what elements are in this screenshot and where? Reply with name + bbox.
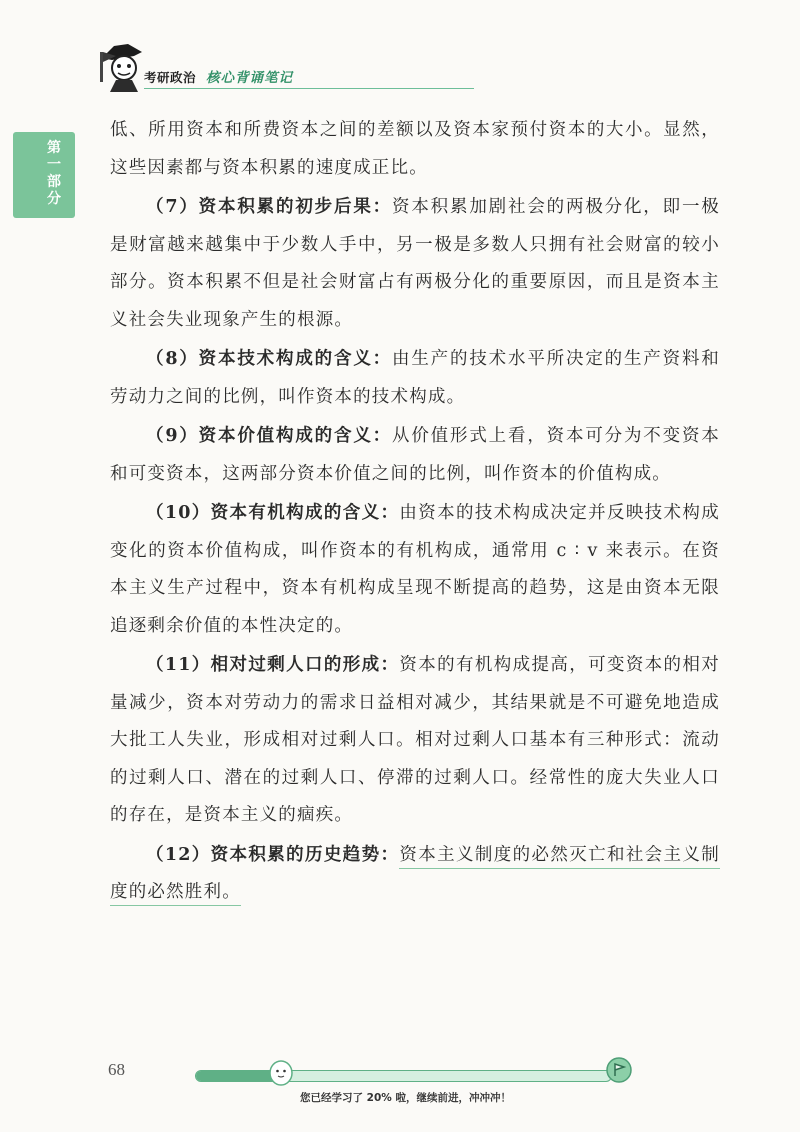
item-title: 资本积累的初步后果： <box>198 197 392 217</box>
paragraph-continued: 低、所用资本和所费资本之间的差额以及资本家预付资本的大小。显然，这些因素都与资本积累的速度成正比。 <box>110 120 720 178</box>
item-number: （12） <box>146 844 211 865</box>
item-number: （8） <box>146 349 199 369</box>
item-body-underlined: 资本主义制度的必然灭亡和社会主义制度的必然胜利。 <box>110 845 720 907</box>
item-body: 资本积累加剧社会的两极分化，即一极是财富越来越集中于少数人手中，另一极是多数人只拥有社会财富的较小部分。资本积累不但是社会财富占有两极分化的重要原因，而且是资本主义社会失业现象产生的根源。 <box>110 197 721 330</box>
item-title: 资本技术构成的含义： <box>198 349 392 369</box>
item-12 <box>110 837 720 912</box>
item-body: 资本的有机构成提高，可变资本的相对量减少，资本对劳动力的需求日益相对减少，其结果就是不可避免地造成大批工人失业，形成相对过剩人口。相对过剩人口基本有三种形式：流动的过剩人口、潜在的过剩人口、停滞的过剩人口。经常性的庞大失业人口的存在，是资本主义的痼疾。 <box>110 655 720 825</box>
header-rule <box>144 88 474 89</box>
progress-mascot-icon <box>268 1058 294 1086</box>
item-body: 由生产的技术水平所决定的生产资料和劳动力之间的比例，叫作资本的技术构成。 <box>110 349 721 407</box>
mascot-icon <box>98 38 146 94</box>
progress-message: 您已经学习了 20% 啦，继续前进，冲冲冲！ <box>300 1092 511 1104</box>
item-title: 资本有机构成的含义： <box>210 503 400 523</box>
page-number: 68 <box>108 1060 125 1079</box>
book-subtitle: 核心背诵笔记 <box>206 70 293 86</box>
item-8 <box>110 341 720 416</box>
item-title: 相对过剩人口的形成： <box>210 655 400 675</box>
item-9 <box>110 418 720 493</box>
part-side-tab <box>13 132 75 218</box>
page-header <box>98 38 718 94</box>
item-body: 由资本的技术构成决定并反映技术构成变化的资本价值构成，叫作资本的有机构成，通常用 c ∶ v 来表示。在资本主义生产过程中，资本有机构成呈现不断提高的趋势，这是由资本无限追逐剩余价值的本性决定的。 <box>110 503 720 636</box>
item-title: 资本价值构成的含义： <box>198 426 392 446</box>
item-10 <box>110 495 720 645</box>
study-progress-bar <box>195 1070 612 1082</box>
item-body: 从价值形式上看，资本可分为不变资本和可变资本，这两部分资本价值之间的比例，叫作资本的价值构成。 <box>110 426 721 484</box>
page-footer <box>0 1040 800 1132</box>
item-number: （7） <box>146 197 199 217</box>
page-content <box>110 112 720 914</box>
study-progress-fill <box>196 1071 279 1081</box>
part-side-tab-label: 第一部分 <box>47 140 61 207</box>
item-11 <box>110 647 720 835</box>
header-title-group <box>144 66 334 88</box>
item-number: （11） <box>146 655 211 675</box>
goal-flag-icon <box>605 1056 633 1084</box>
item-number: （9） <box>146 426 199 446</box>
item-title: 资本积累的历史趋势： <box>210 844 400 865</box>
item-7 <box>110 189 720 339</box>
item-number: （10） <box>146 503 211 523</box>
book-title: 考研政治 <box>144 70 197 85</box>
